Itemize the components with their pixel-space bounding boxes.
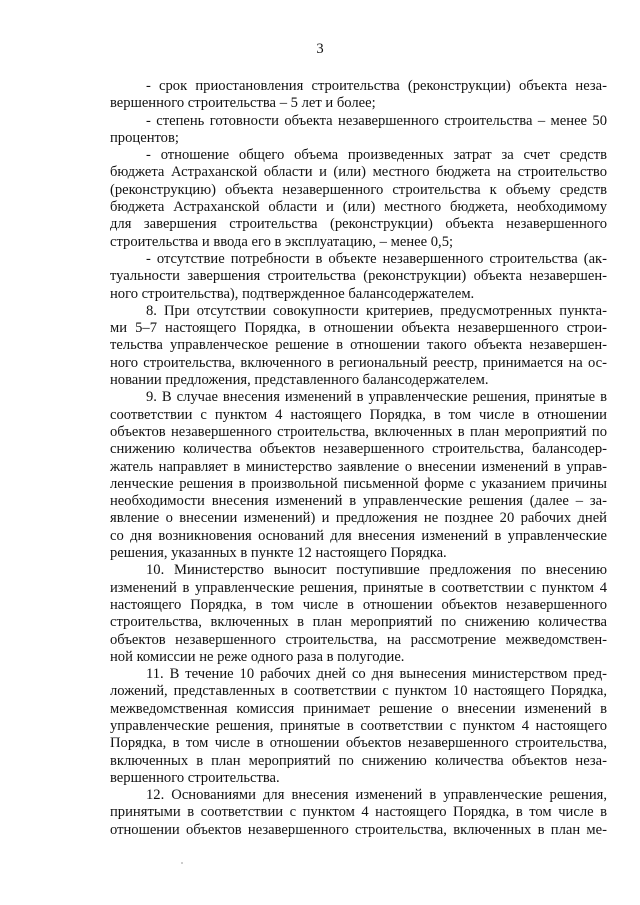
text-line: 11. В течение 10 рабочих дней со дня вынесения министерством пред- bbox=[146, 666, 607, 683]
text-line: ного строительства), подтвержденное балансодержателем. bbox=[110, 285, 475, 302]
text-line: ленческие решения в произвольной письменной форме с указанием причины bbox=[110, 475, 607, 492]
text-line: ного строительства, включенного в региональный реестр, принимается на ос- bbox=[110, 354, 607, 371]
text-line: строительства, включенных в план мероприятий по снижению количества bbox=[110, 614, 607, 631]
text-line: 8. При отсутствии совокупности критериев, предусмотренных пункта- bbox=[146, 302, 607, 319]
text-line: (реконструкцию) объекта незавершенного строительства к объему средств bbox=[110, 181, 607, 198]
text-line: снижению количества объектов незавершенного строительства, балансодер- bbox=[110, 441, 607, 458]
text-line: настоящего Порядка, в том числе в отношении объектов незавершенного bbox=[110, 596, 607, 613]
text-line: включенных в план мероприятий по снижению количества объектов неза- bbox=[110, 752, 607, 769]
paragraph bbox=[110, 562, 607, 666]
text-line: туальности завершения строительства (реконструкции) объекта незавершен- bbox=[110, 268, 607, 285]
text-line: бюджета Астраханской области и (или) местного бюджета на строительство bbox=[110, 164, 607, 181]
paragraph bbox=[110, 251, 607, 303]
document-body bbox=[110, 78, 607, 839]
text-line: ной комиссии не реже одного раза в полугодие. bbox=[110, 648, 405, 665]
text-line: принятыми в соответствии с пунктом 4 настоящего Порядка, в том числе в bbox=[110, 804, 607, 821]
paragraph bbox=[110, 666, 607, 787]
text-line: строительства и ввода его в эксплуатацию, – менее 0,5; bbox=[110, 233, 454, 250]
text-line: изменений в управленческие решения, принятые в соответствии с пунктом 4 bbox=[110, 579, 607, 596]
text-line: межведомственная комиссия принимает решение о внесении изменений в bbox=[110, 700, 607, 717]
text-line: соответствии с пунктом 4 настоящего Порядка, в том числе в отношении bbox=[110, 406, 607, 423]
text-line: объектов незавершенного строительства, включенных в план мероприятий по bbox=[110, 423, 607, 440]
text-line: решения, указанных в пункте 12 настоящего Порядка. bbox=[110, 545, 447, 562]
text-line: процентов; bbox=[110, 129, 179, 146]
text-line: 9. В случае внесения изменений в управленческие решения, принятые в bbox=[146, 389, 607, 406]
scan-artifact bbox=[181, 862, 183, 864]
text-line: - отношение общего объема произведенных затрат за счет средств bbox=[146, 147, 607, 164]
text-line: необходимости внесения изменений в управленческие решения (далее – за- bbox=[110, 493, 607, 510]
text-line: 10. Министерство выносит поступившие предложения по внесению bbox=[146, 562, 607, 579]
text-line: управленческие решения, принятые в соответствии с пунктом 4 настоящего bbox=[110, 717, 607, 734]
text-line: тельства управленческое решение в отношении такого объекта незавершен- bbox=[110, 337, 607, 354]
paragraph bbox=[110, 78, 607, 113]
text-line: вершенного строительства – 5 лет и более; bbox=[110, 95, 376, 112]
text-line: объектов незавершенного строительства, на рассмотрение межведомствен- bbox=[110, 631, 607, 648]
text-line: вершенного строительства. bbox=[110, 769, 280, 786]
text-line: - отсутствие потребности в объекте незавершенного строительства (ак- bbox=[146, 250, 607, 267]
text-line: 12. Основаниями для внесения изменений в управленческие решения, bbox=[146, 787, 607, 804]
text-line: явление о внесении изменений) и предложения не позднее 20 рабочих дней bbox=[110, 510, 607, 527]
paragraph bbox=[110, 113, 607, 148]
text-line: со дня возникновения оснований для внесения изменений в управленческие bbox=[110, 527, 607, 544]
text-line: ми 5–7 настоящего Порядка, в отношении объекта незавершенного строи- bbox=[110, 320, 607, 337]
paragraph bbox=[110, 147, 607, 251]
text-line: - срок приостановления строительства (реконструкции) объекта неза- bbox=[146, 78, 607, 94]
paragraph bbox=[110, 303, 607, 389]
text-line: новании предложения, представленного балансодержателем. bbox=[110, 372, 489, 389]
text-line: для завершения строительства (реконструкции) объекта незавершенного bbox=[110, 216, 607, 233]
text-line: отношении объектов незавершенного строительства, включенных в план ме- bbox=[110, 821, 607, 838]
text-line: - степень готовности объекта незавершенного строительства – менее 50 bbox=[146, 112, 607, 129]
text-line: ложений, представленных в соответствии с пунктом 10 настоящего Порядка, bbox=[110, 683, 607, 700]
paragraph bbox=[110, 389, 607, 562]
text-line: бюджета Астраханской области и (или) местного бюджета, необходимому bbox=[110, 199, 607, 216]
text-line: Порядка, в том числе в отношении объектов незавершенного строительства, bbox=[110, 735, 607, 752]
page-number: 3 bbox=[316, 41, 324, 57]
text-line: жатель направляет в министерство заявление о внесении изменений в управ- bbox=[110, 458, 607, 475]
paragraph bbox=[110, 787, 607, 839]
